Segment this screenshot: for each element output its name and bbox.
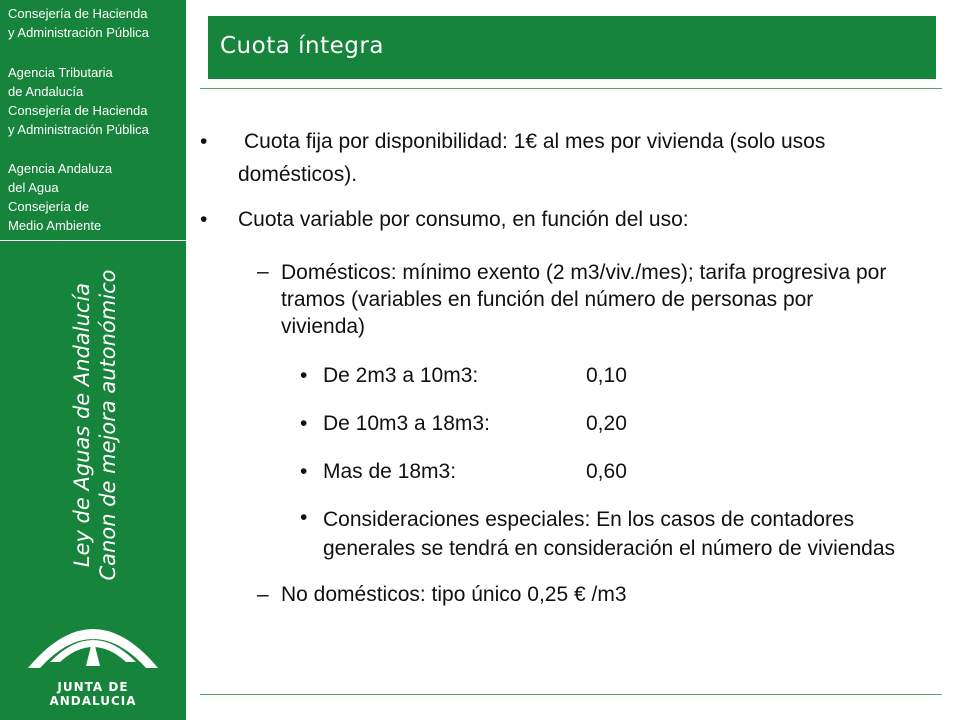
- logo-text: JUNTA DE ANDALUCIA: [49, 680, 137, 708]
- bullet-text-line: Cuota fija por disponibilidad: 1€ al mes por vivienda (solo usos: [244, 130, 826, 153]
- org-line: de Andalucía: [8, 84, 84, 99]
- org-line: Agencia Andaluza: [8, 161, 113, 176]
- bullet-marker: •: [300, 506, 308, 529]
- tier-label: De 10m3 a 18m3:: [323, 412, 490, 435]
- sub-item-line: Domésticos: mínimo exento (2 m3/viv./mes); tarifa progresiva por: [281, 261, 887, 284]
- tier-value: 0,20: [586, 412, 627, 435]
- org-line: Agencia Tributaria: [8, 65, 113, 80]
- vertical-title-line-1: Ley de Aguas de Andalucía: [70, 282, 94, 568]
- tier-label: Mas de 18m3:: [323, 460, 457, 483]
- dash-marker: –: [257, 260, 269, 283]
- org-line: y Administración Pública: [8, 122, 149, 137]
- sub-item-line: No domésticos: tipo único 0,25 € /m3: [281, 583, 627, 606]
- bullet-text-line: Consideraciones especiales: En los casos de contadores: [323, 508, 855, 531]
- bullet-marker: •: [300, 460, 308, 483]
- tier-value: 0,10: [586, 364, 627, 387]
- tier-label: De 2m3 a 10m3:: [323, 364, 479, 387]
- sub-item-line: vivienda): [281, 315, 366, 338]
- org-line: Consejería de: [8, 199, 89, 214]
- sub-item-line: tramos (variables en función del número de personas por: [281, 288, 814, 311]
- bullet-text-line: Cuota variable por consumo, en función del uso:: [238, 208, 689, 231]
- org-line: Medio Ambiente: [8, 218, 102, 233]
- org-line: Consejería de Hacienda: [8, 6, 148, 21]
- org-line: Consejería de Hacienda: [8, 103, 148, 118]
- bullet-text-line: generales se tendrá en consideración el número de viviendas: [323, 537, 896, 560]
- vertical-title-line-2: Canon de mejora autonómico: [96, 269, 120, 581]
- org-line: del Agua: [8, 180, 59, 195]
- page-title: Cuota íntegra: [220, 33, 384, 59]
- bullet-marker: •: [200, 130, 208, 153]
- bullet-marker: •: [300, 364, 308, 387]
- bullet-marker: •: [200, 208, 208, 231]
- bullet-marker: •: [300, 412, 308, 435]
- bullet-text-line: domésticos).: [238, 163, 358, 186]
- tier-value: 0,60: [586, 460, 627, 483]
- org-line: y Administración Pública: [8, 25, 149, 40]
- dash-marker: –: [257, 583, 269, 606]
